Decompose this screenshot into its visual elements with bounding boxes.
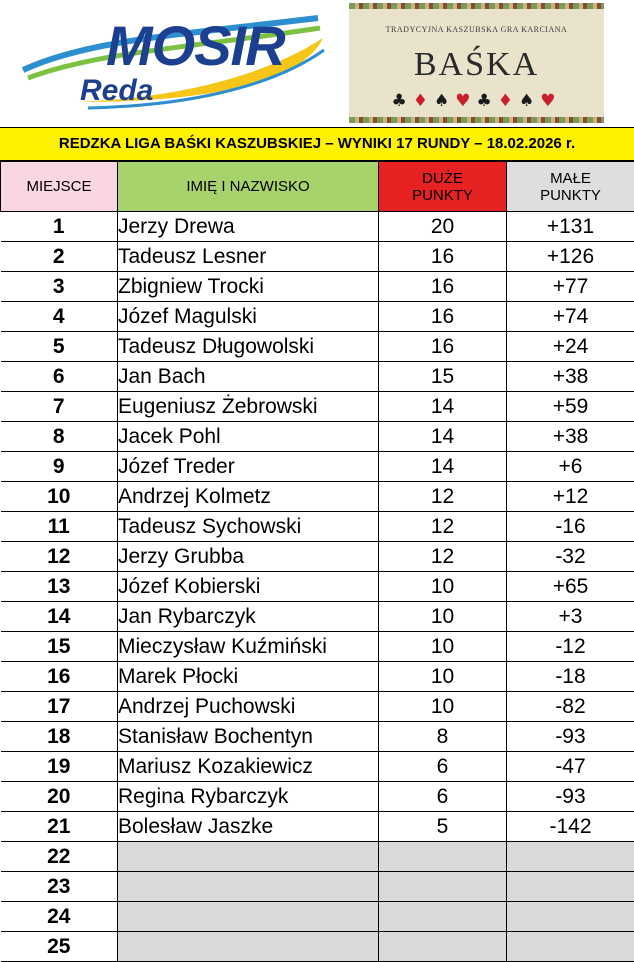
place-cell: 14 <box>1 602 118 632</box>
table-row <box>1 692 634 722</box>
small-points-cell <box>507 842 634 872</box>
name-cell <box>118 932 379 962</box>
place-cell: 19 <box>1 752 118 782</box>
column-header-small-points <box>507 162 634 212</box>
table-row <box>1 362 634 392</box>
place-cell: 17 <box>1 692 118 722</box>
column-header-place: MIEJSCE <box>1 162 118 212</box>
diamond-icon: ♦ <box>498 91 519 111</box>
table-row <box>1 482 634 512</box>
big-points-cell: 16 <box>379 332 507 362</box>
card-suits-row <box>349 91 604 111</box>
big-points-cell: 10 <box>379 692 507 722</box>
table-header-row <box>1 162 634 212</box>
big-points-cell: 12 <box>379 512 507 542</box>
small-points-cell: -93 <box>507 782 634 812</box>
small-points-cell: +6 <box>507 452 634 482</box>
small-points-cell: +12 <box>507 482 634 512</box>
table-row <box>1 722 634 752</box>
small-points-cell: +74 <box>507 302 634 332</box>
small-points-cell: -12 <box>507 632 634 662</box>
mosir-logo-text: MOSIR <box>106 18 285 74</box>
place-cell: 13 <box>1 572 118 602</box>
big-points-cell: 6 <box>379 782 507 812</box>
decorative-border <box>349 3 604 9</box>
name-cell: Eugeniusz Żebrowski <box>118 392 379 422</box>
table-row <box>1 752 634 782</box>
table-row <box>1 392 634 422</box>
big-points-cell <box>379 932 507 962</box>
small-points-cell: -16 <box>507 512 634 542</box>
name-cell: Stanisław Bochentyn <box>118 722 379 752</box>
big-points-cell: 16 <box>379 302 507 332</box>
place-cell: 21 <box>1 812 118 842</box>
name-cell: Marek Płocki <box>118 662 379 692</box>
table-row <box>1 272 634 302</box>
name-cell: Tadeusz Sychowski <box>118 512 379 542</box>
table-row <box>1 902 634 932</box>
baska-title: BAŚKA <box>349 46 604 84</box>
results-title: REDZKA LIGA BAŚKI KASZUBSKIEJ – WYNIKI 17 RUNDY – 18.02.2026 r. <box>0 127 634 161</box>
name-cell: Jerzy Drewa <box>118 212 379 242</box>
heart-icon: ♥ <box>540 91 561 111</box>
small-points-cell: +24 <box>507 332 634 362</box>
place-cell: 20 <box>1 782 118 812</box>
name-cell: Tadeusz Lesner <box>118 242 379 272</box>
big-points-cell: 12 <box>379 482 507 512</box>
table-row <box>1 212 634 242</box>
place-cell: 5 <box>1 332 118 362</box>
big-points-cell: 8 <box>379 722 507 752</box>
big-points-cell: 14 <box>379 422 507 452</box>
table-row <box>1 872 634 902</box>
name-cell: Andrzej Kolmetz <box>118 482 379 512</box>
place-cell: 3 <box>1 272 118 302</box>
reda-logo-text: Reda <box>80 76 153 106</box>
big-points-cell: 10 <box>379 632 507 662</box>
table-row <box>1 512 634 542</box>
table-row <box>1 602 634 632</box>
column-header-name: IMIĘ I NAZWISKO <box>118 162 379 212</box>
place-cell: 23 <box>1 872 118 902</box>
small-points-cell: +77 <box>507 272 634 302</box>
name-cell: Andrzej Puchowski <box>118 692 379 722</box>
big-points-cell: 10 <box>379 602 507 632</box>
baska-subtitle: TRADYCYJNA KASZUBSKA GRA KARCIANA <box>349 25 604 34</box>
big-points-cell <box>379 842 507 872</box>
place-cell: 10 <box>1 482 118 512</box>
table-row <box>1 842 634 872</box>
column-header-big-line1: DUŻE <box>422 170 463 187</box>
small-points-cell: +126 <box>507 242 634 272</box>
place-cell: 8 <box>1 422 118 452</box>
small-points-cell: +38 <box>507 362 634 392</box>
place-cell: 4 <box>1 302 118 332</box>
big-points-cell: 12 <box>379 542 507 572</box>
club-icon: ♣ <box>392 91 413 111</box>
table-row <box>1 782 634 812</box>
column-header-big-points <box>379 162 507 212</box>
big-points-cell: 15 <box>379 362 507 392</box>
table-row <box>1 572 634 602</box>
place-cell: 25 <box>1 932 118 962</box>
name-cell: Mariusz Kozakiewicz <box>118 752 379 782</box>
small-points-cell: +38 <box>507 422 634 452</box>
place-cell: 2 <box>1 242 118 272</box>
mosir-reda-logo <box>18 10 328 115</box>
decorative-border <box>349 117 604 123</box>
name-cell: Tadeusz Długowolski <box>118 332 379 362</box>
big-points-cell: 14 <box>379 392 507 422</box>
name-cell: Jerzy Grubba <box>118 542 379 572</box>
table-row <box>1 632 634 662</box>
place-cell: 15 <box>1 632 118 662</box>
small-points-cell: -18 <box>507 662 634 692</box>
column-header-small-line2: PUNKTY <box>540 187 601 204</box>
name-cell: Józef Magulski <box>118 302 379 332</box>
name-cell: Bolesław Jaszke <box>118 812 379 842</box>
table-row <box>1 242 634 272</box>
heart-icon: ♥ <box>455 91 476 111</box>
table-row <box>1 302 634 332</box>
spade-icon: ♠ <box>434 91 455 111</box>
small-points-cell: -47 <box>507 752 634 782</box>
table-row <box>1 662 634 692</box>
small-points-cell: -82 <box>507 692 634 722</box>
small-points-cell: -93 <box>507 722 634 752</box>
big-points-cell: 6 <box>379 752 507 782</box>
table-row <box>1 812 634 842</box>
name-cell <box>118 902 379 932</box>
table-row <box>1 332 634 362</box>
small-points-cell <box>507 902 634 932</box>
big-points-cell: 10 <box>379 572 507 602</box>
name-cell: Józef Treder <box>118 452 379 482</box>
name-cell <box>118 872 379 902</box>
place-cell: 12 <box>1 542 118 572</box>
baska-logo <box>349 3 604 123</box>
big-points-cell: 16 <box>379 242 507 272</box>
small-points-cell <box>507 872 634 902</box>
place-cell: 1 <box>1 212 118 242</box>
name-cell: Jan Bach <box>118 362 379 392</box>
place-cell: 7 <box>1 392 118 422</box>
table-row <box>1 542 634 572</box>
small-points-cell: +131 <box>507 212 634 242</box>
big-points-cell <box>379 902 507 932</box>
small-points-cell: -32 <box>507 542 634 572</box>
name-cell: Jan Rybarczyk <box>118 602 379 632</box>
small-points-cell: +65 <box>507 572 634 602</box>
place-cell: 18 <box>1 722 118 752</box>
results-table <box>0 161 634 962</box>
table-row <box>1 452 634 482</box>
place-cell: 24 <box>1 902 118 932</box>
small-points-cell: +59 <box>507 392 634 422</box>
place-cell: 11 <box>1 512 118 542</box>
place-cell: 9 <box>1 452 118 482</box>
big-points-cell: 10 <box>379 662 507 692</box>
name-cell <box>118 842 379 872</box>
table-row <box>1 422 634 452</box>
spade-icon: ♠ <box>519 91 540 111</box>
name-cell: Regina Rybarczyk <box>118 782 379 812</box>
column-header-big-line2: PUNKTY <box>412 187 473 204</box>
place-cell: 22 <box>1 842 118 872</box>
name-cell: Zbigniew Trocki <box>118 272 379 302</box>
place-cell: 16 <box>1 662 118 692</box>
big-points-cell: 5 <box>379 812 507 842</box>
big-points-cell: 14 <box>379 452 507 482</box>
page-header <box>0 0 634 126</box>
small-points-cell: +3 <box>507 602 634 632</box>
small-points-cell <box>507 932 634 962</box>
big-points-cell: 16 <box>379 272 507 302</box>
place-cell: 6 <box>1 362 118 392</box>
big-points-cell <box>379 872 507 902</box>
table-row <box>1 932 634 962</box>
club-icon: ♣ <box>477 91 498 111</box>
small-points-cell: -142 <box>507 812 634 842</box>
name-cell: Jacek Pohl <box>118 422 379 452</box>
diamond-icon: ♦ <box>413 91 434 111</box>
column-header-small-line1: MAŁE <box>550 170 591 187</box>
big-points-cell: 20 <box>379 212 507 242</box>
name-cell: Józef Kobierski <box>118 572 379 602</box>
name-cell: Mieczysław Kuźmiński <box>118 632 379 662</box>
